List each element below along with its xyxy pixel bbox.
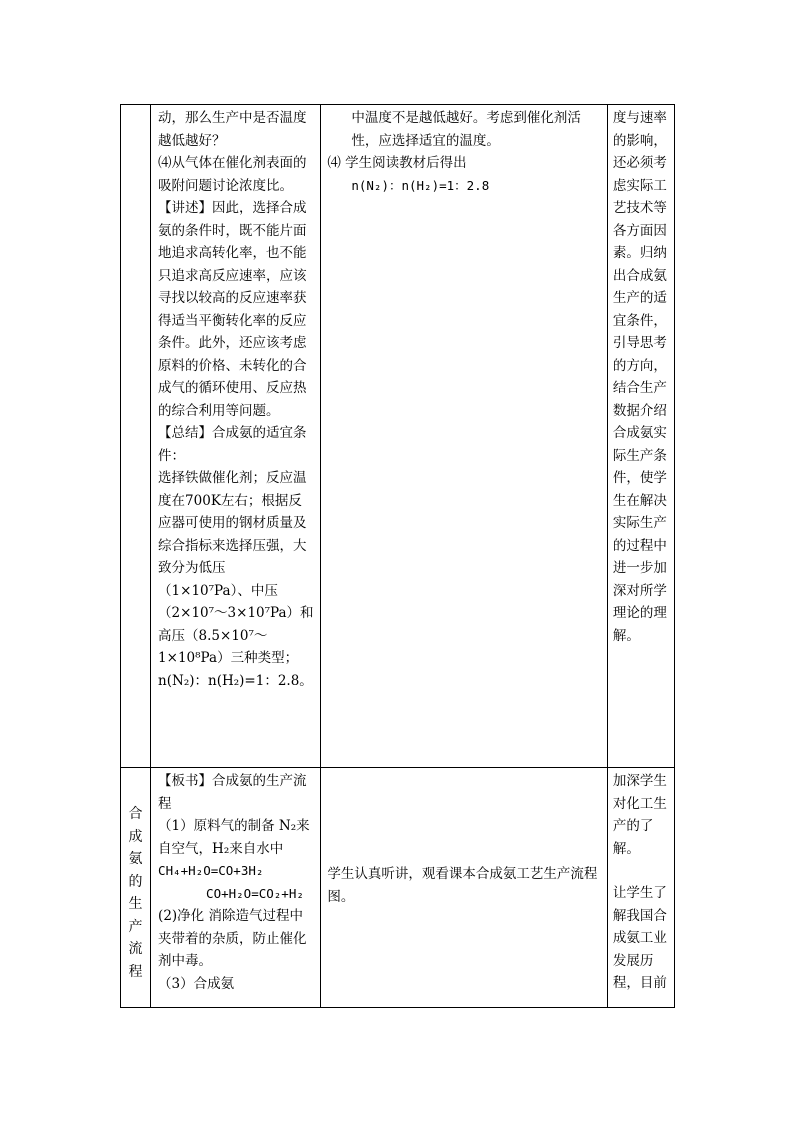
teacher-text: 选择铁做催化剂；反应温度在700K左右；根据反应器可使用的钢材质量及综合指标来选择压强，大致分为低压（1×10⁷Pa）、中压（2×10⁷～3×10⁷Pa）和高压（8.5×10⁷～1×10⁸Pa）三种类型；n(N₂)：n(H₂)=1：2.8。: [158, 470, 314, 689]
teacher-text: 【总结】合成氨的适宜条件：: [158, 425, 307, 464]
student-activity-cell: [321, 768, 608, 1008]
teacher-text: (2)净化 消除造气过程中夹带着的杂质，防止催化剂中毒。: [158, 908, 307, 969]
student-activity-cell: [321, 105, 608, 768]
stage-cell: [121, 768, 151, 1008]
student-text: 中温度不是越低越好。考虑到催化剂活性，应选择适宜的温度。: [351, 110, 581, 149]
design-intent-cell: [607, 768, 674, 1008]
student-text: 学生认真听讲，观看课本合成氨工艺生产流程图。: [327, 866, 598, 905]
equation: CO+H₂O=CO₂+H₂: [206, 885, 304, 901]
student-ratio: n(N₂)：n(H₂)=1：2.8: [351, 177, 490, 193]
equation: CH₄+H₂O=CO+3H₂: [158, 863, 264, 878]
design-intent-cell: [607, 105, 674, 768]
teacher-text: （1）原料气的制备 N₂来自空气，H₂来自水中: [158, 818, 310, 857]
teacher-text: 动，那么生产中是否温度越低越好？: [158, 110, 307, 149]
intent-text: 让学生了解我国合成氨工业发展历程，目前: [612, 885, 667, 991]
student-text: ⑷ 学生阅读教材后得出: [327, 155, 467, 171]
intent-text: 度与速率的影响，还必须考虑实际工艺技术等各方面因素。归纳出合成氨生产的适宜条件，引导思考的方向，结合生产数据介绍合成氨实际生产条件，使学生在解决实际生产的过程中进一步加深对所学理论的理解。: [612, 110, 667, 644]
teacher-text: 【讲述】因此，选择合成氨的条件时，既不能片面地追求高转化率，也不能只追求高反应速率，应该寻找以较高的反应速率获得适当平衡转化率的反应条件。此外，还应该考虑原料的价格、未转化的合成气的循环使用、反应热的综合利用等问题。: [158, 200, 307, 419]
board-heading: 【板书】合成氨的生产流程: [158, 773, 307, 812]
teacher-text: ⑷从气体在催化剂表面的吸附问题讨论浓度比。: [158, 155, 307, 194]
table-row: [121, 768, 675, 1008]
intent-text: 加深学生对化工生产的了解。: [612, 773, 667, 857]
table-row: [121, 105, 675, 768]
lesson-plan-table: [120, 104, 675, 1008]
stage-title-vertical: 合 成 氨 的 生 产 流 程: [128, 806, 143, 980]
stage-cell: [121, 105, 151, 768]
teacher-activity-cell: [151, 768, 321, 1008]
teacher-text: （3）合成氨: [158, 975, 235, 992]
teacher-activity-cell: [151, 105, 321, 768]
